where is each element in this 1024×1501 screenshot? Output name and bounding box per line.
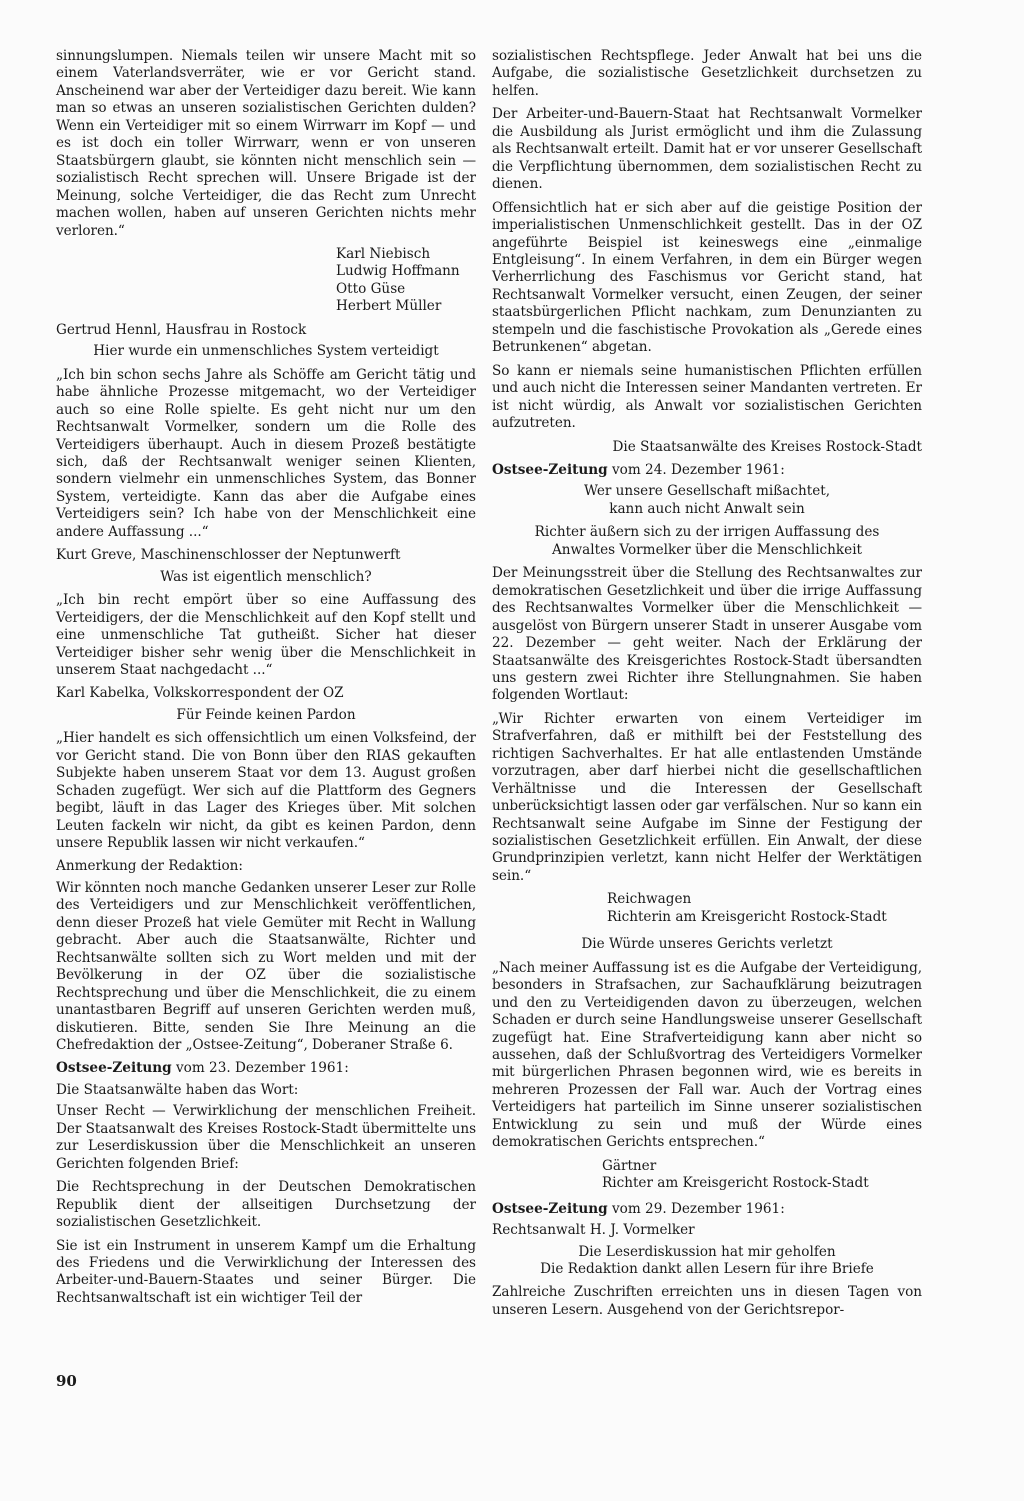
paragraph: Zahlreiche Zuschriften erreichten uns in diesen Tagen von unseren Lesern. Ausgehend von der Gerichtsrepor- — [492, 1284, 922, 1318]
paragraph: Unser Recht — Verwirklichung der menschlichen Freiheit. Der Staatsanwalt des Kreises Rostock-Stadt übermittelte uns zur Leserdiskussion über die Menschlichkeit an unseren Gerichten folgenden Brief: — [56, 1103, 476, 1172]
signer-name: Reichwagen — [607, 891, 692, 908]
paragraph: Offensichtlich hat er sich aber auf die geistige Position der imperialistischen Unmenschlichkeit gestellt. Das in der OZ angeführte Beispiel ist keineswegs eine „einmalige Entgleisung“. In einem Verfahren, in dem ein Bürger wegen Verherrlichung des Faschismus vor Gericht stand, hat Rechtsanwalt Vormelker versucht, einen Zeugen, der seiner staatsbürgerlichen Pflicht nachkam, zum Denunzianten zu stempeln und die faschistische Provokation als „Gerede eines Betrunkenen“ abgetan. — [492, 199, 922, 356]
paragraph: Sie ist ein Instrument in unserem Kampf um die Erhaltung des Friedens und die Verwirklichung der Interessen des Arbeiter-und-Bauern-Staates und seiner Bürger. Die Rechtsanwaltschaft ist ein wichtiger Teil der — [56, 1237, 476, 1306]
paragraph: Der Meinungsstreit über die Stellung des Rechtsanwaltes zur demokratischen Gesetzlichkeit und über die irrige Auffassung des Rechtsanwaltes Vormelker über die Menschlichkeit — ausgelöst von Bürgern unserer Stadt in unserer Ausgabe vom 22. Dezember — geht weiter. Nach der Erklärung der Staatsanwälte des Kreisgerichtes Rostock-Stadt übersandten uns gestern zwei Richter ihre Stellungnahmen. Sie haben folgenden Wortlaut: — [492, 565, 922, 704]
signature: Die Staatsanwälte des Kreises Rostock-Stadt — [612, 438, 922, 455]
paragraph: „Nach meiner Auffassung ist es die Aufgabe der Verteidigung, besonders in Strafsachen, zur Sachaufklärung beizutragen und den zu Verteidigenden davon zu überzeugen, welchen Schaden er durch seine Handlungsweise unserer Gesellschaft zugefügt hat. Eine Strafverteidigung kann aber nicht so aussehen, daß der Schlußvortrag des Verteidigers Vormelker mit bürgerlichen Phrasen begonnen wird, wie es bereits in mehreren Prozessen der Fall war. Auch der Vortrag eines Verteidigers hat parteilich im Sinne unserer sozialistischen Entwicklung zu sein und muß der Würde eines demokratischen Gerichts entsprechen.“ — [492, 959, 922, 1151]
letter-title: Was ist eigentlich menschlich? — [160, 568, 372, 585]
source-name: Ostsee-Zeitung — [56, 1060, 172, 1077]
editorial-note-label: Anmerkung der Redaktion: — [56, 858, 243, 875]
subheading: Die Staatsanwälte haben das Wort: — [56, 1081, 299, 1098]
source-name: Ostsee-Zeitung — [492, 461, 608, 478]
letter-title: Hier wurde ein unmenschliches System verteidigt — [93, 343, 439, 360]
headline: kann auch nicht Anwalt sein — [609, 500, 805, 517]
author-line: Karl Kabelka, Volkskorrespondent der OZ — [56, 685, 344, 702]
signer-name: Karl Niebisch — [336, 245, 431, 262]
editorial-note: Wir könnten noch manche Gedanken unserer Leser zur Rolle des Verteidigers und zur Menschlichkeit veröffentlichen, denn dieser Prozeß hat viele Gemüter mit Recht in Wallung gebracht. Aber auch die Staatsanwälte, Richter und Rechtsanwälte sollten sich zu Wort melden und mit der Bevölkerung in der OZ über die sozialistische Rechtsprechung und über die Menschlichkeit, die zu einem unantastbaren Begriff auf unseren Gerichten werden muß, diskutieren. Bitte, senden Sie Ihre Meinung an die Chefredaktion der „Ostsee-Zeitung“, Doberaner Straße 6. — [56, 879, 476, 1054]
signer-name: Gärtner — [602, 1157, 657, 1174]
signer-name: Herbert Müller — [336, 298, 442, 315]
paragraph: „Ich bin schon sechs Jahre als Schöffe am Gericht tätig und habe ähnliche Prozesse mitgemacht, wo der Verteidiger auch so eine Rolle spielte. Es geht nicht nur um den Rechtsanwalt Vormelker, sondern um die Rolle des Verteidigers überhaupt. Auch in diesem Prozeß bestätigte sich, daß der Rechtsanwalt weniger seinen Klienten, sondern vielmehr ein unmenschliches System, das Bonner System, verteidigte. Kann das aber die Aufgabe eines Verteidigers sein? Ich habe von der Menschlichkeit eine andere Auffassung ...“ — [56, 366, 476, 540]
author-line: Kurt Greve, Maschinenschlosser der Neptunwerft — [56, 547, 401, 564]
source-line — [492, 462, 922, 479]
paragraph: So kann er niemals seine humanistischen Pflichten erfüllen und auch nicht die Interessen seiner Mandanten vertreten. Er ist nicht würdig, als Anwalt vor sozialistischen Gerichten aufzutreten. — [492, 362, 922, 432]
signature-block — [56, 246, 476, 316]
signer-title: Richterin am Kreisgericht Rostock-Stadt — [607, 908, 887, 925]
source-date: vom 23. Dezember 1961: — [171, 1060, 349, 1077]
letter-title: Für Feinde keinen Pardon — [176, 706, 356, 723]
paragraph: Die Rechtsprechung in der Deutschen Demokratischen Republik dient der allseitigen Durchsetzung der sozialistischen Gesetzlichkeit. — [56, 1179, 476, 1231]
left-column — [56, 48, 476, 1313]
source-date: vom 29. Dezember 1961: — [607, 1200, 785, 1217]
headline: Wer unsere Gesellschaft mißachtet, — [583, 483, 831, 500]
signer-name: Ludwig Hoffmann — [336, 263, 460, 280]
subheadline: Richter äußern sich zu der irrigen Auffassung des — [534, 524, 880, 541]
author-line: Rechtsanwalt H. J. Vormelker — [492, 1222, 695, 1239]
headline: Die Leserdiskussion hat mir geholfen — [578, 1243, 836, 1260]
author-line: Gertrud Hennl, Hausfrau in Rostock — [56, 321, 307, 338]
signature-block — [492, 1158, 922, 1193]
signature-block — [492, 891, 922, 926]
source-name: Ostsee-Zeitung — [492, 1200, 608, 1217]
right-column — [492, 48, 922, 1325]
paragraph: sinnungslumpen. Niemals teilen wir unsere Macht mit so einem Vaterlandsverräter, wie er vor Gericht stand. Anscheinend war aber der Verteidiger dazu bereit. Wie kann man so etwas an unseren sozialistischen Gerichten dulden? Wenn ein Verteidiger mit so einem Wirrwarr im Kopf — und es ist doch ein toller Wirrwarr, wenn er von unseren Staatsbürgern glaubt, sie könnten nicht menschlich sein — sozialistisch Recht sprechen will. Unsere Brigade ist der Meinung, solche Verteidiger, die das Recht zum Unrecht machen wollen, haben auf unseren Gerichten nichts mehr verloren.“ — [56, 48, 476, 239]
source-line — [492, 1201, 922, 1218]
paragraph: sozialistischen Rechtspflege. Jeder Anwalt hat bei uns die Aufgabe, die sozialistische Gesetzlichkeit durchsetzen zu helfen. — [492, 48, 922, 99]
subheadline: Die Redaktion dankt allen Lesern für ihre Briefe — [540, 1261, 874, 1277]
subheadline: Anwaltes Vormelker über die Menschlichkeit — [551, 541, 863, 558]
paragraph: Der Arbeiter-und-Bauern-Staat hat Rechtsanwalt Vormelker die Ausbildung als Jurist ermöglicht und ihm die Zulassung als Rechtsanwalt erteilt. Damit hat er vor unserer Gesellschaft die Verpflichtung übernommen, dem sozialistischen Recht zu dienen. — [492, 106, 922, 193]
source-line — [56, 1060, 476, 1077]
source-date: vom 24. Dezember 1961: — [607, 461, 785, 478]
letter-title: Die Würde unseres Gerichts verletzt — [581, 936, 833, 953]
page-number: 90 — [56, 1372, 77, 1390]
signer-title: Richter am Kreisgericht Rostock-Stadt — [602, 1175, 869, 1192]
paragraph: „Ich bin recht empört über so eine Auffassung des Verteidigers, der die Menschlichkeit auf den Kopf stellt und eine unmenschliche Tat gutheißt. Sicher hat dieser Verteidiger bisher sehr wenig über die Menschlichkeit in unserem Staat nachgedacht ...“ — [56, 592, 476, 678]
paragraph: „Hier handelt es sich offensichtlich um einen Volksfeind, der vor Gericht stand. Die von Bonn über den RIAS gekauften Subjekte haben unserem Staat vor dem 13. August großen Schaden zugefügt. Wer sich auf die Plattform des Gegners begibt, läuft in das Lager des Krieges über. Mit solchen Leuten fackeln wir nicht, da gibt es keinen Pardon, denn unsere Republik lassen wir nicht verkaufen.“ — [56, 730, 476, 852]
signer-name: Otto Güse — [336, 280, 406, 297]
paragraph: „Wir Richter erwarten von einem Verteidiger im Strafverfahren, daß er mithilft bei der Feststellung des richtigen Sachverhaltes. Er hat alle entlastenden Umstände vorzutragen, aber darf hierbei nicht die gesellschaftlichen Verhältnisse und die Interessen der Gesellschaft unberücksichtigt lassen oder gar verfälschen. Nur so kann ein Rechtsanwalt seine Aufgabe im Sinne der Festigung der sozialistischen Gesetzlichkeit erfüllen. Ein Anwalt, der diese Grundprinzipien verletzt, kann nicht Helfer der Werktätigen sein.“ — [492, 710, 922, 884]
